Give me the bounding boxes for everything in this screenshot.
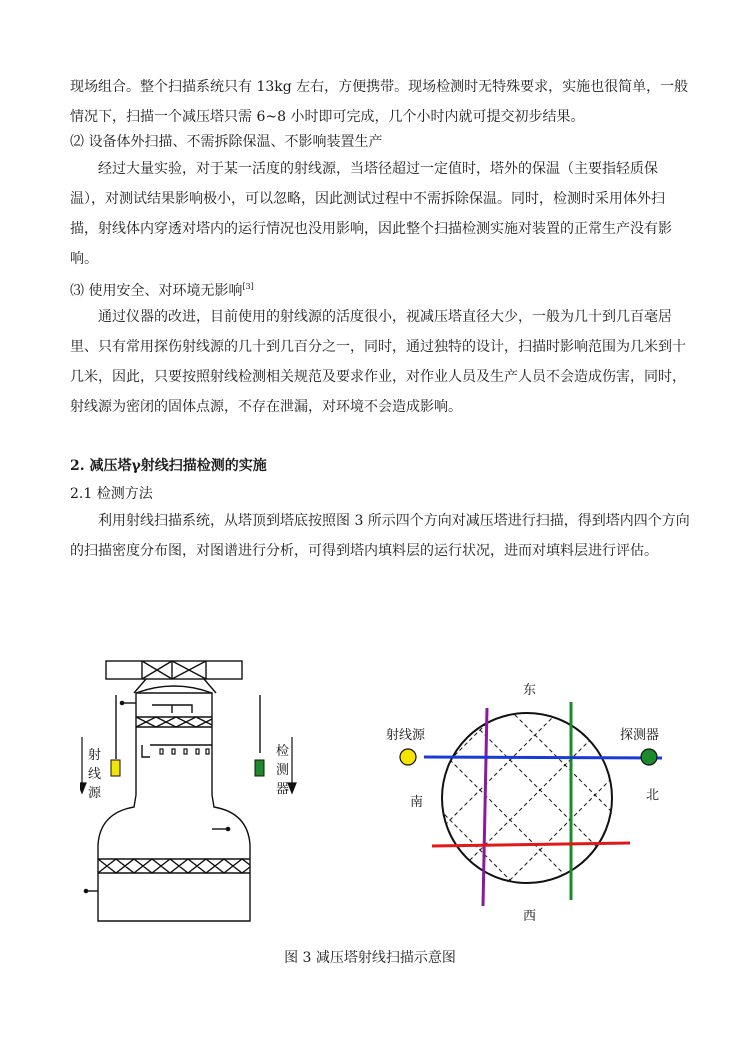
left-detector-char-1: 检 (276, 744, 290, 759)
tower-side-view-diagram (80, 655, 320, 935)
paragraph-3: 通过仪器的改进，目前使用的射线源的活度很小，视减压塔直径大少，一般为几十到几百毫居里、只有常用探伤射线源的几十到几百分之一，同时，通过独特的设计，扫描时影响范围为几米到十几米，因此，只要按照射线检测相关规范及要求作业，对作业人员及生产人员不会造成伤害，同时，射线源为密闭的固体点源，不存在泄漏，对环境不会造成影响。 (70, 309, 686, 415)
source-block (111, 760, 120, 776)
scan-line-purple (483, 708, 487, 906)
detector-icon (641, 749, 657, 765)
east-label: 东 (523, 683, 537, 698)
detector-block (255, 760, 264, 776)
source-label: 射线源 (386, 728, 426, 743)
heading-item-3-text: ⑶ 使用安全、对环境无影响 (70, 283, 243, 299)
left-detector-char-3: 器 (276, 782, 290, 797)
south-label: 南 (410, 795, 424, 810)
paragraph-2: 经过大量实验，对于某一活度的射线源，当塔径超过一定值时，塔外的保温（主要指轻质保温），对测试结果影响极小，可以忽略，因此测试过程中不需拆除保温。同时，检测时采用体外扫描，射线体内穿透对塔内的运行情况也没用影响，因此整个扫描检测实施对装置的正常生产没有影响。 (70, 161, 672, 267)
north-label: 北 (646, 788, 660, 803)
scan-line-red (432, 843, 630, 846)
left-detector-char-2: 测 (276, 763, 290, 778)
paragraph-1: 现场组合。整个扫描系统只有 13kg 左右，方便携带。现场检测时无特殊要求，实施也很简单，一般情况下，扫描一个减压塔只需 6~8 小时即可完成，几个小时内就可提交初步结果。 (70, 79, 689, 125)
section-heading: 2. 减压塔γ射线扫描检测的实施 (70, 458, 267, 474)
scan-line-blue (424, 757, 662, 758)
heading-item-2: ⑵ 设备体外扫描、不需拆除保温、不影响装置生产 (70, 134, 383, 150)
cross-section-scan-diagram (380, 670, 690, 930)
reference-3: [3] (242, 282, 254, 291)
subsection-heading: 2.1 检测方法 (70, 486, 153, 502)
left-source-char-1: 射 (88, 748, 102, 763)
left-source-char-2: 线 (88, 767, 102, 782)
west-label: 西 (523, 909, 537, 924)
left-source-char-3: 源 (88, 786, 102, 801)
paragraph-4: 利用射线扫描系统，从塔顶到塔底按照图 3 所示四个方向对减压塔进行扫描，得到塔内四个方向的扫描密度分布图，对图谱进行分析，可得到塔内填料层的运行状况，进而对填料层进行评估。 (70, 513, 690, 559)
detector-label: 探测器 (620, 728, 660, 743)
heading-item-3 (70, 276, 254, 302)
figure-caption: 图 3 减压塔射线扫描示意图 (284, 950, 456, 966)
ray-source-icon (400, 749, 416, 765)
